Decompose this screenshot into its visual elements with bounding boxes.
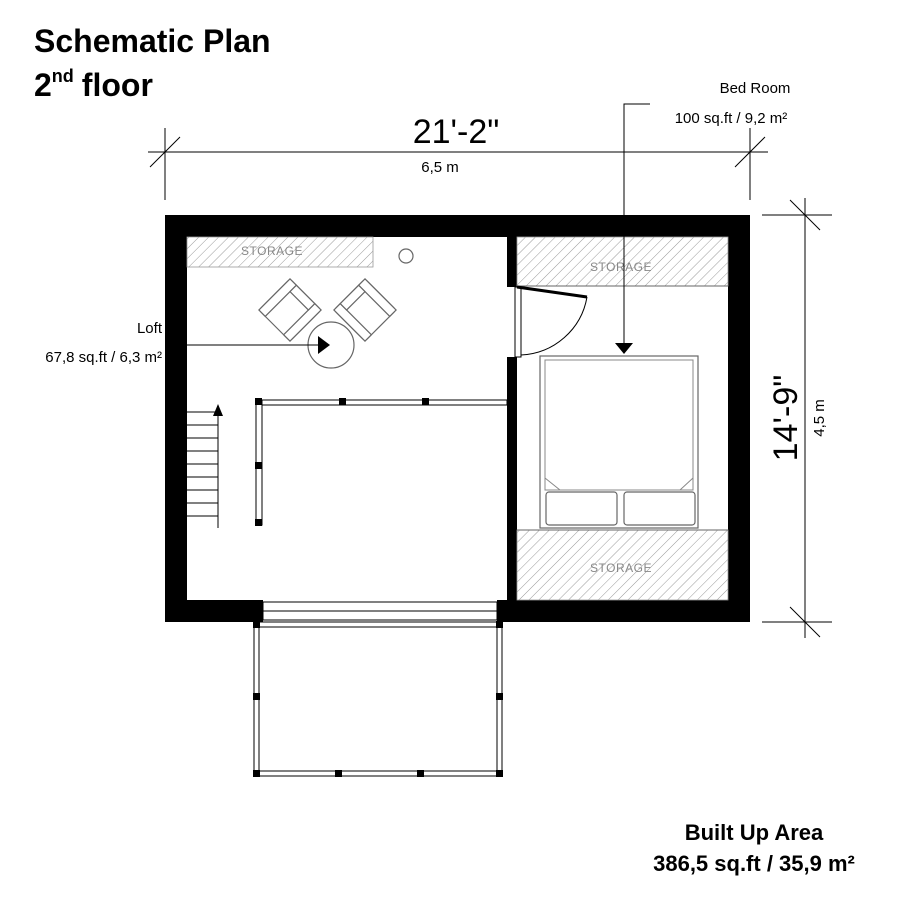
plan-title: Schematic Plan xyxy=(34,23,271,59)
storage-loft xyxy=(187,237,373,267)
balcony xyxy=(253,621,503,777)
storage-label-3: STORAGE xyxy=(590,561,652,575)
depth-dimension xyxy=(762,198,832,638)
storage-bedroom-bottom xyxy=(517,530,728,600)
stair-direction-arrow xyxy=(213,404,223,416)
double-bed xyxy=(540,356,698,528)
loft-name: Loft xyxy=(136,320,162,337)
built-up-label: Built Up Area xyxy=(684,820,824,845)
floor-superscript: nd xyxy=(51,66,74,86)
storage-label-2: STORAGE xyxy=(590,260,652,274)
loft-area: 67,8 sq.ft / 6,3 m² xyxy=(45,349,162,366)
staircase xyxy=(187,409,218,528)
width-metric: 6,5 m xyxy=(421,159,459,176)
bedroom-name: Bed Room xyxy=(719,80,791,97)
storage-bedroom-top xyxy=(517,237,728,286)
storage-label-1: STORAGE xyxy=(241,244,303,258)
floor-word: floor xyxy=(81,67,153,103)
bedroom-door xyxy=(515,287,587,357)
plan-subtitle xyxy=(34,66,153,103)
bedroom-leader-arrow xyxy=(615,343,633,354)
depth-metric: 4,5 m xyxy=(811,399,828,437)
loft-railing xyxy=(255,398,507,526)
width-imperial: 21'-2" xyxy=(412,113,500,151)
built-up-value: 386,5 sq.ft / 35,9 m² xyxy=(653,851,855,876)
bedroom-area: 100 sq.ft / 9,2 m² xyxy=(674,110,788,127)
loft-round-object xyxy=(399,249,413,263)
depth-imperial: 14'-9" xyxy=(767,374,805,462)
floor-number: 2 xyxy=(34,67,52,103)
